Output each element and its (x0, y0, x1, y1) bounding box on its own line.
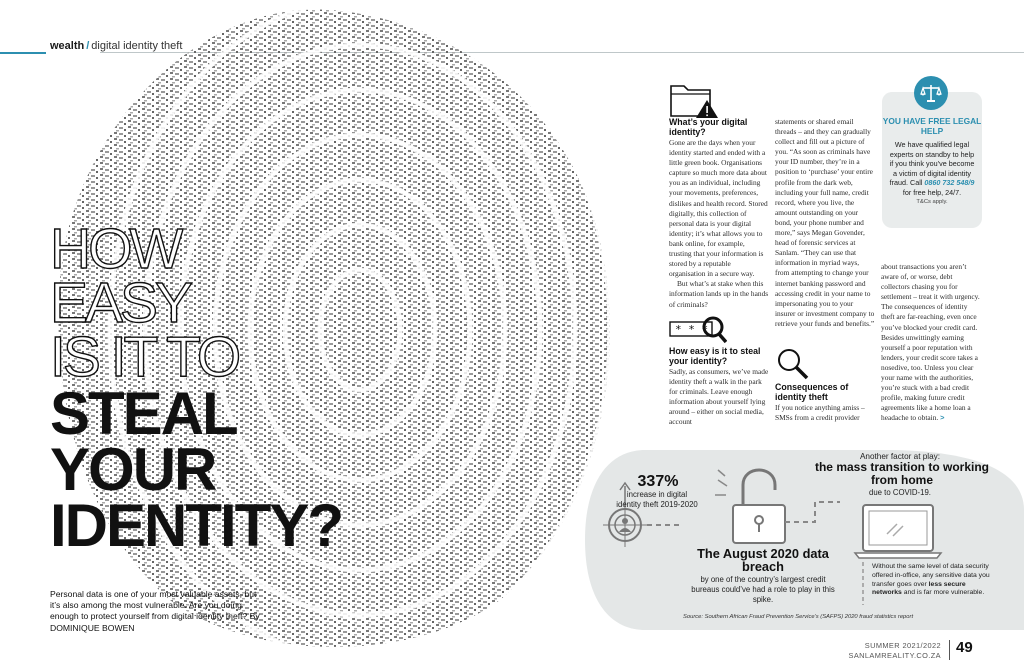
legal-help-text: We have qualified legal experts on standby to help if you think you’ve become a victim of digital identity fraud. Call (889, 140, 975, 188)
scales-icon (920, 83, 942, 103)
password-icon (669, 314, 727, 344)
stat-value: 337% (637, 473, 679, 490)
folder-warning-icon (670, 80, 720, 120)
security-note-emphasis: less secure networks (872, 580, 966, 597)
paragraph: Sadly, as consumers, we’ve made identity theft a walk in the park for criminals. Leave enough information about yourself lying around – either on social media, account (669, 367, 769, 427)
standfirst: Personal data is one of your most valuable assets, but it’s also among the most vulnerable. Are you doing enough to protect yourself from digital identity theft? By DOMINIQUE BOWEN (50, 589, 260, 633)
continue-arrow-icon: > (940, 413, 945, 423)
headline-light (50, 217, 430, 389)
legal-help-body (882, 140, 982, 208)
legal-badge (914, 76, 948, 110)
article-column-1-lower (669, 346, 769, 428)
security-note (872, 563, 990, 598)
headline-line-1: HOW (50, 217, 181, 281)
breach-title: The August 2020 data breach (697, 546, 829, 574)
magnifier-icon (775, 346, 809, 380)
password-mask: * * * (675, 323, 709, 336)
article-column-2 (775, 117, 875, 329)
headline-line-3: IS IT TO (50, 325, 239, 389)
issue-label: SUMMER 2021/2022 (864, 641, 941, 650)
paragraph: statements or shared email threads – and they can gradually collect and fill out a picture of you. “As soon as criminals have your ID number, they’re in a position to ‘purchase’ your entire profile from the dark web, including your full name, credit record, where you live, the amount outstanding on your bond, your phone number and more,” says Megan Govender, head of forensic services at Sanlam. “They can use that information in myriad ways, from attempting to change your internet banking password and accessing credit in your name to impersonating you to your insurer or investment company to retrieve your funds and benefits.” (775, 117, 875, 328)
legal-help-tcs: T&Cs apply. (916, 199, 948, 206)
factor-intro: Another factor at play: (859, 452, 941, 461)
factor-title: the mass transition to working from home (814, 460, 990, 487)
headline-line-2: EASY (50, 271, 191, 335)
page-footer (849, 641, 941, 660)
headline-bold (50, 380, 430, 559)
section-heading-how-easy: How easy is it to steal your identity? (669, 346, 761, 366)
legal-help-box (882, 92, 982, 228)
paragraph: If you notice anything amiss – SMSs from a credit provider (775, 403, 865, 423)
subsection-label: digital identity theft (91, 40, 183, 52)
footer-divider (949, 640, 950, 660)
paragraph: Gone are the days when your identity started and ended with a little green book. Organisations capture so much more data about you as an individual, including your movements, preferences, dislikes and health record. Stored digitally, this collection of personal data is your digital identity; it’s what allows you to bank online, for example, trusting that your information is stored by a reputable organisation in a secure way. (669, 138, 768, 279)
site-label: SANLAMREALITY.CO.ZA (848, 650, 941, 660)
headline-line-6: IDENTITY? (50, 492, 342, 559)
breach-description: by one of the country’s largest credit bureaus could’ve had a role to play in this spike. (691, 575, 835, 604)
headline-line-4: STEAL (50, 380, 237, 447)
legal-help-text-end: for free help, 24/7. (902, 187, 962, 197)
security-note-text-end: and is far more vulnerable. (903, 589, 985, 597)
legal-help-title: YOU HAVE FREE LEGAL HELP (882, 116, 982, 136)
laptop-icon (855, 505, 941, 558)
headline (50, 217, 430, 559)
section-label: wealth (50, 40, 85, 52)
factor-note: due to COVID-19. (869, 488, 931, 497)
paragraph (881, 262, 981, 424)
paragraph: But what’s at stake when this information lands up in the hands of criminals? (669, 279, 769, 309)
legal-help-phone: 0860 732 548/9 (924, 178, 975, 188)
section-heading-consequences: Consequences of identity theft (775, 382, 849, 402)
stat-description: increase in digital identity theft 2019-2020 (616, 490, 698, 509)
security-note-text: Without the same level of data security offered in-office, any sensitive data you transfer goes over (872, 563, 990, 588)
section-heading-digital-identity: What’s your digital identity? (669, 117, 748, 137)
page-number: 49 (956, 639, 973, 656)
source-note: Source: Southern African Fraud Prevention Service’s (SAFPS) 2020 fraud statistics report (683, 614, 914, 620)
article-column-1 (669, 117, 769, 310)
paragraph-text: about transactions you aren’t aware of, or worse, debt collectors chasing you for settlement – treat it with urgency. The consequences of identity theft are far-reaching, even once you’ve blocked your credit card. Besides unwittingly earning yourself a poor reputation with lenders, your credit score takes a nosedive, too. Unless you clear your name with the authorities, you’re stuck with a bad credit profile, making future credit agreements like a home loan a headache to obtain. (881, 262, 980, 423)
section-slash: / (86, 40, 90, 52)
article-column-2-lower (775, 382, 875, 423)
headline-line-5: YOUR (50, 436, 216, 503)
article-column-3 (881, 262, 981, 424)
